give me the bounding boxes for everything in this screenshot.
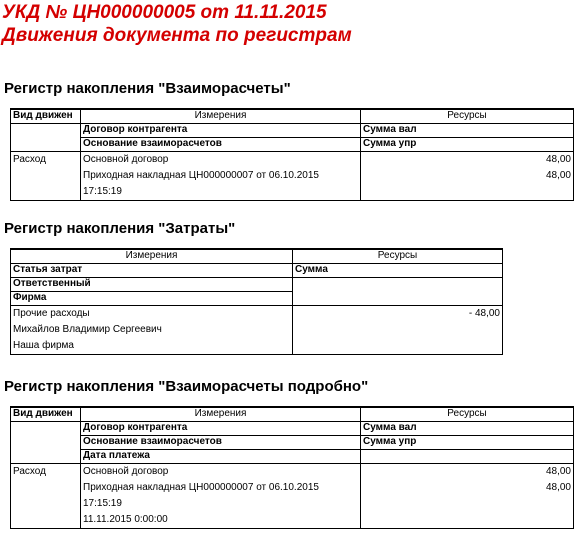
dimension-responsible-label: Ответственный bbox=[11, 277, 293, 291]
sum-val-value: 48,00 bbox=[545, 465, 571, 477]
sum-upr-value: 48,00 bbox=[545, 169, 571, 181]
column-header-resources: Ресурсы bbox=[293, 249, 503, 263]
header-spacer bbox=[293, 277, 503, 305]
register-title-settlements: Регистр накопления "Взаиморасчеты" bbox=[4, 80, 291, 97]
register-title-costs: Регистр накопления "Затраты" bbox=[4, 220, 236, 237]
dimension-basis-label: Основание взаиморасчетов bbox=[81, 435, 361, 449]
register-table-costs bbox=[10, 248, 503, 355]
table-row bbox=[11, 305, 503, 354]
column-header-movement-kind: Вид движен bbox=[11, 109, 81, 123]
resource-sum-upr-label: Сумма упр bbox=[361, 435, 574, 449]
basis-value-line2: 17:15:19 bbox=[83, 185, 122, 197]
dimension-firm-label: Фирма bbox=[11, 291, 293, 305]
resource-sum-val-label: Сумма вал bbox=[361, 123, 574, 137]
header-spacer bbox=[361, 449, 574, 463]
movement-kind: Расход bbox=[13, 153, 46, 165]
document-subtitle: Движения документа по регистрам bbox=[2, 25, 352, 46]
column-header-dimensions: Измерения bbox=[11, 249, 293, 263]
basis-value-line1: Приходная накладная ЦН000000007 от 06.10.2015 bbox=[83, 481, 319, 493]
dimension-cost-item-label: Статья затрат bbox=[11, 263, 293, 277]
register-title-settlements-detailed: Регистр накопления "Взаиморасчеты подробно" bbox=[4, 378, 369, 395]
dimension-payment-date-label: Дата платежа bbox=[81, 449, 361, 463]
resource-sum-label: Сумма bbox=[293, 263, 503, 277]
cost-item-value: Прочие расходы bbox=[13, 307, 90, 319]
contract-value: Основной договор bbox=[83, 153, 169, 165]
table-row bbox=[11, 151, 574, 200]
sum-val-value: 48,00 bbox=[545, 153, 571, 165]
header-spacer bbox=[11, 123, 81, 151]
responsible-value: Михайлов Владимир Сергеевич bbox=[13, 323, 162, 335]
firm-value: Наша фирма bbox=[13, 339, 74, 351]
register-table-settlements bbox=[10, 108, 574, 201]
register-table-settlements-detailed bbox=[10, 406, 574, 529]
sum-upr-value: 48,00 bbox=[545, 481, 571, 493]
sum-value: - 48,00 bbox=[468, 307, 500, 319]
resource-sum-upr-label: Сумма упр bbox=[361, 137, 574, 151]
column-header-resources: Ресурсы bbox=[361, 109, 574, 123]
document-title: УКД № ЦН000000005 от 11.11.2015 bbox=[2, 2, 327, 23]
movement-kind: Расход bbox=[13, 465, 46, 477]
column-header-dimensions: Измерения bbox=[81, 407, 361, 421]
column-header-dimensions: Измерения bbox=[81, 109, 361, 123]
resource-sum-val-label: Сумма вал bbox=[361, 421, 574, 435]
dimension-contract-label: Договор контрагента bbox=[81, 123, 361, 137]
column-header-movement-kind: Вид движен bbox=[11, 407, 81, 421]
header-spacer bbox=[11, 421, 81, 463]
payment-date-value: 11.11.2015 0:00:00 bbox=[83, 513, 168, 525]
column-header-resources: Ресурсы bbox=[361, 407, 574, 421]
dimension-basis-label: Основание взаиморасчетов bbox=[81, 137, 361, 151]
dimension-contract-label: Договор контрагента bbox=[81, 421, 361, 435]
basis-value-line1: Приходная накладная ЦН000000007 от 06.10.2015 bbox=[83, 169, 319, 181]
basis-value-line2: 17:15:19 bbox=[83, 497, 122, 509]
contract-value: Основной договор bbox=[83, 465, 169, 477]
table-row bbox=[11, 463, 574, 528]
